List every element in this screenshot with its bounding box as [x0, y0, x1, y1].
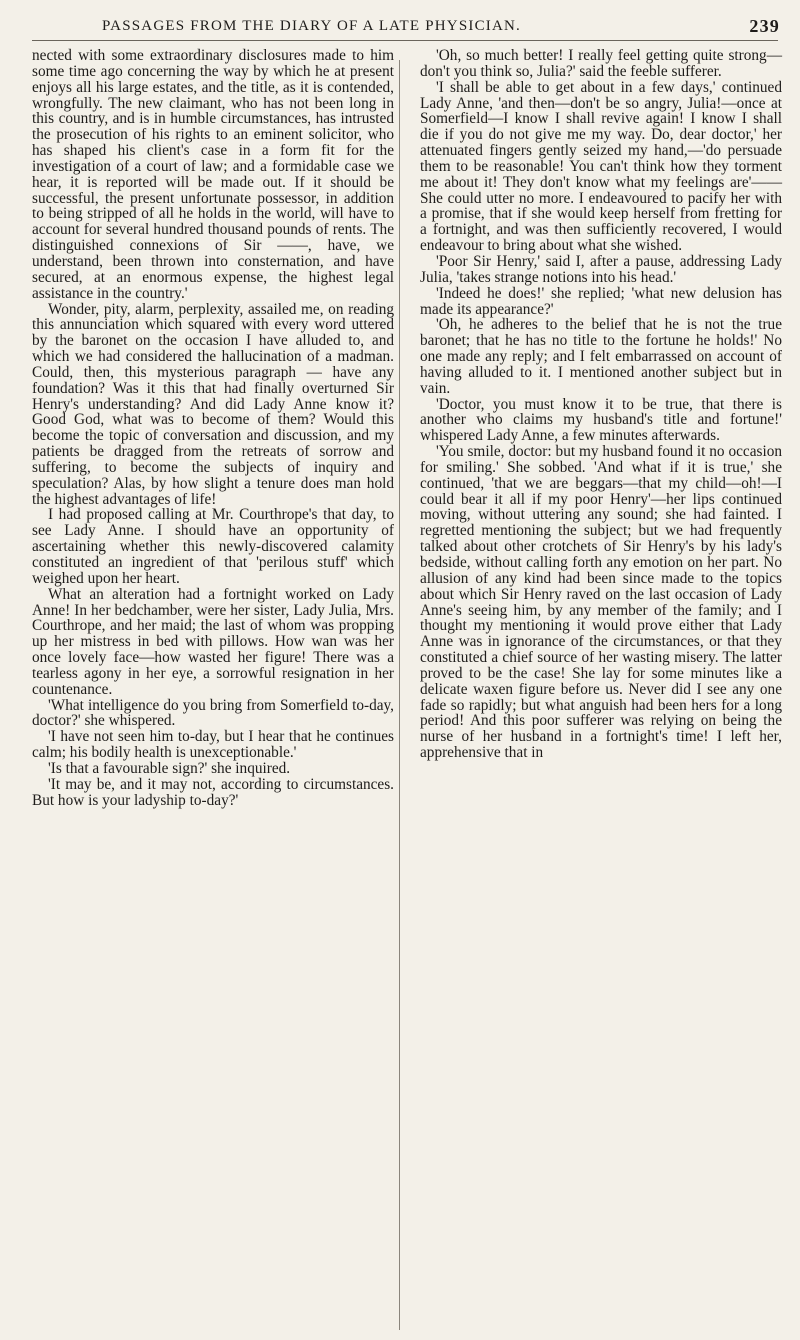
column-divider [399, 60, 400, 1330]
paragraph: 'What intelligence do you bring from Somerfield to-day, doctor?' she whispered. [32, 696, 394, 730]
paragraph: 'It may be, and it may not, according to circumstances. But how is your ladyship to-day?' [32, 775, 394, 809]
paragraph: 'Oh, he adheres to the belief that he is not the true baronet; that he has no title to the fortune he holds!' No one made any reply; and I felt embarrassed on account of having alluded to it. I mentioned another subject but in vain. [420, 316, 782, 397]
paragraph: 'I shall be able to get about in a few days,' continued Lady Anne, 'and then—don't be so angry, Julia!—once at Somerfield—I know I shall revive again! I know I shall die if you do not give me my way. Do, dear doctor,' her attenuated fingers gently seized my hand,—'do persuade them to be reasonable! You can't think how they torment me about it! They don't know what my feelings are'—— She could utter no more. I endeavoured to pacify her with a promise, that if she would keep herself from fretting for a fortnight, and was then sufficiently recovered, I would endeavour to bring about what she wished. [420, 78, 782, 255]
paragraph: 'Indeed he does!' she replied; 'what new delusion has made its appearance?' [420, 284, 782, 318]
running-title: PASSAGES FROM THE DIARY OF A LATE PHYSICIAN. [102, 18, 521, 34]
right-column [420, 48, 782, 761]
paragraph: I had proposed calling at Mr. Courthrope's that day, to see Lady Anne. I should have an opportunity of ascertaining whether this newly-discovered calamity constituted an ingredient of that 'perilous stuff' which weighed upon her heart. [32, 506, 394, 587]
running-header [32, 12, 780, 40]
left-column [32, 48, 394, 809]
paragraph: 'Is that a favourable sign?' she inquired. [48, 759, 291, 777]
paragraph: What an alteration had a fortnight worked on Lady Anne! In her bedchamber, were her sister, Lady Julia, Mrs. Courthrope, and her maid; the last of whom was propping up her mistress in bed with pillows. How wan was her once lovely face—how wasted her figure! There was a tearless agony in her eye, a sorrowful resignation in her countenance. [32, 585, 394, 698]
paragraph: nected with some extraordinary disclosures made to him some time ago concerning the way by which he at present enjoys all his large estates, and the title, as it is contended, wrongfully. The new claimant, who has not been long in this country, and is in humble circumstances, has intrusted the prosecution of his rights to an eminent solicitor, who has shaped his client's case in a form fit for the investigation of a court of law; and a formidable case we hear, it is reported will be made out. If it should be successful, the present unfortunate possessor, in addition to being stripped of all he holds in the world, will have to account for several hundred thousand pounds of rents. The distinguished connexions of Sir ——, have, we understand, been thrown into consternation, and have secured, at an enormous expense, the highest legal assistance in the country.' [32, 47, 394, 302]
paragraph: 'I have not seen him to-day, but I hear that he continues calm; his bodily health is unexceptionable.' [32, 728, 394, 762]
paragraph: 'You smile, doctor: but my husband found it no occasion for smiling.' She sobbed. 'And what if it is true,' she continued, 'that we are beggars—that my child—oh!—I could bear it all if my poor Henry'—her lips continued moving, without uttering any sound; she had fainted. I regretted mentioning the subject; but we had frequently talked about other crotchets of Sir Henry's by his lady's bedside, without calling forth any emotion on her part. No allusion of any kind had been since made to the topics about which Sir Henry raved on the last occasion of Lady Anne's seeing him, by any member of the family; and I thought my mentioning it would prove either that Lady Anne was in ignorance of the circumstances, or that they constituted a chief source of her wasting misery. The latter proved to be the case! She lay for some minutes like a delicate waxen figure before us. Never did I see any one fade so rapidly; but what anguish had been hers for a long period! And this poor sufferer was relying on being the nurse of her husband in a fortnight's time! I left her, apprehensive that in [420, 443, 782, 762]
paragraph: Wonder, pity, alarm, perplexity, assailed me, on reading this annunciation which squared with every word uttered by the baronet on the occasion I have alluded to, and which we had considered the hallucination of a madman. Could, then, this mysterious paragraph — have any foundation? Was it this that had finally overturned Sir Henry's understanding? And did Lady Anne know it? Good God, what was to become of them? Would this become the topic of conversation and discussion, and my patients be dragged from the retreats of sorrow and suffering, to become the subjects of inquiry and speculation? Alas, by how slight a tenure does man hold the highest advantages of life! [32, 300, 394, 508]
paragraph: 'Oh, so much better! I really feel getting quite strong—don't you think so, Julia?' said the feeble sufferer. [420, 47, 782, 80]
page-number: 239 [749, 16, 780, 36]
header-rule [32, 40, 778, 41]
paragraph: 'Poor Sir Henry,' said I, after a pause, addressing Lady Julia, 'takes strange notions into his head.' [420, 252, 782, 286]
paragraph: 'Doctor, you must know it to be true, that there is another who claims my husband's title and fortune!' whispered Lady Anne, a few minutes afterwards. [420, 395, 782, 445]
